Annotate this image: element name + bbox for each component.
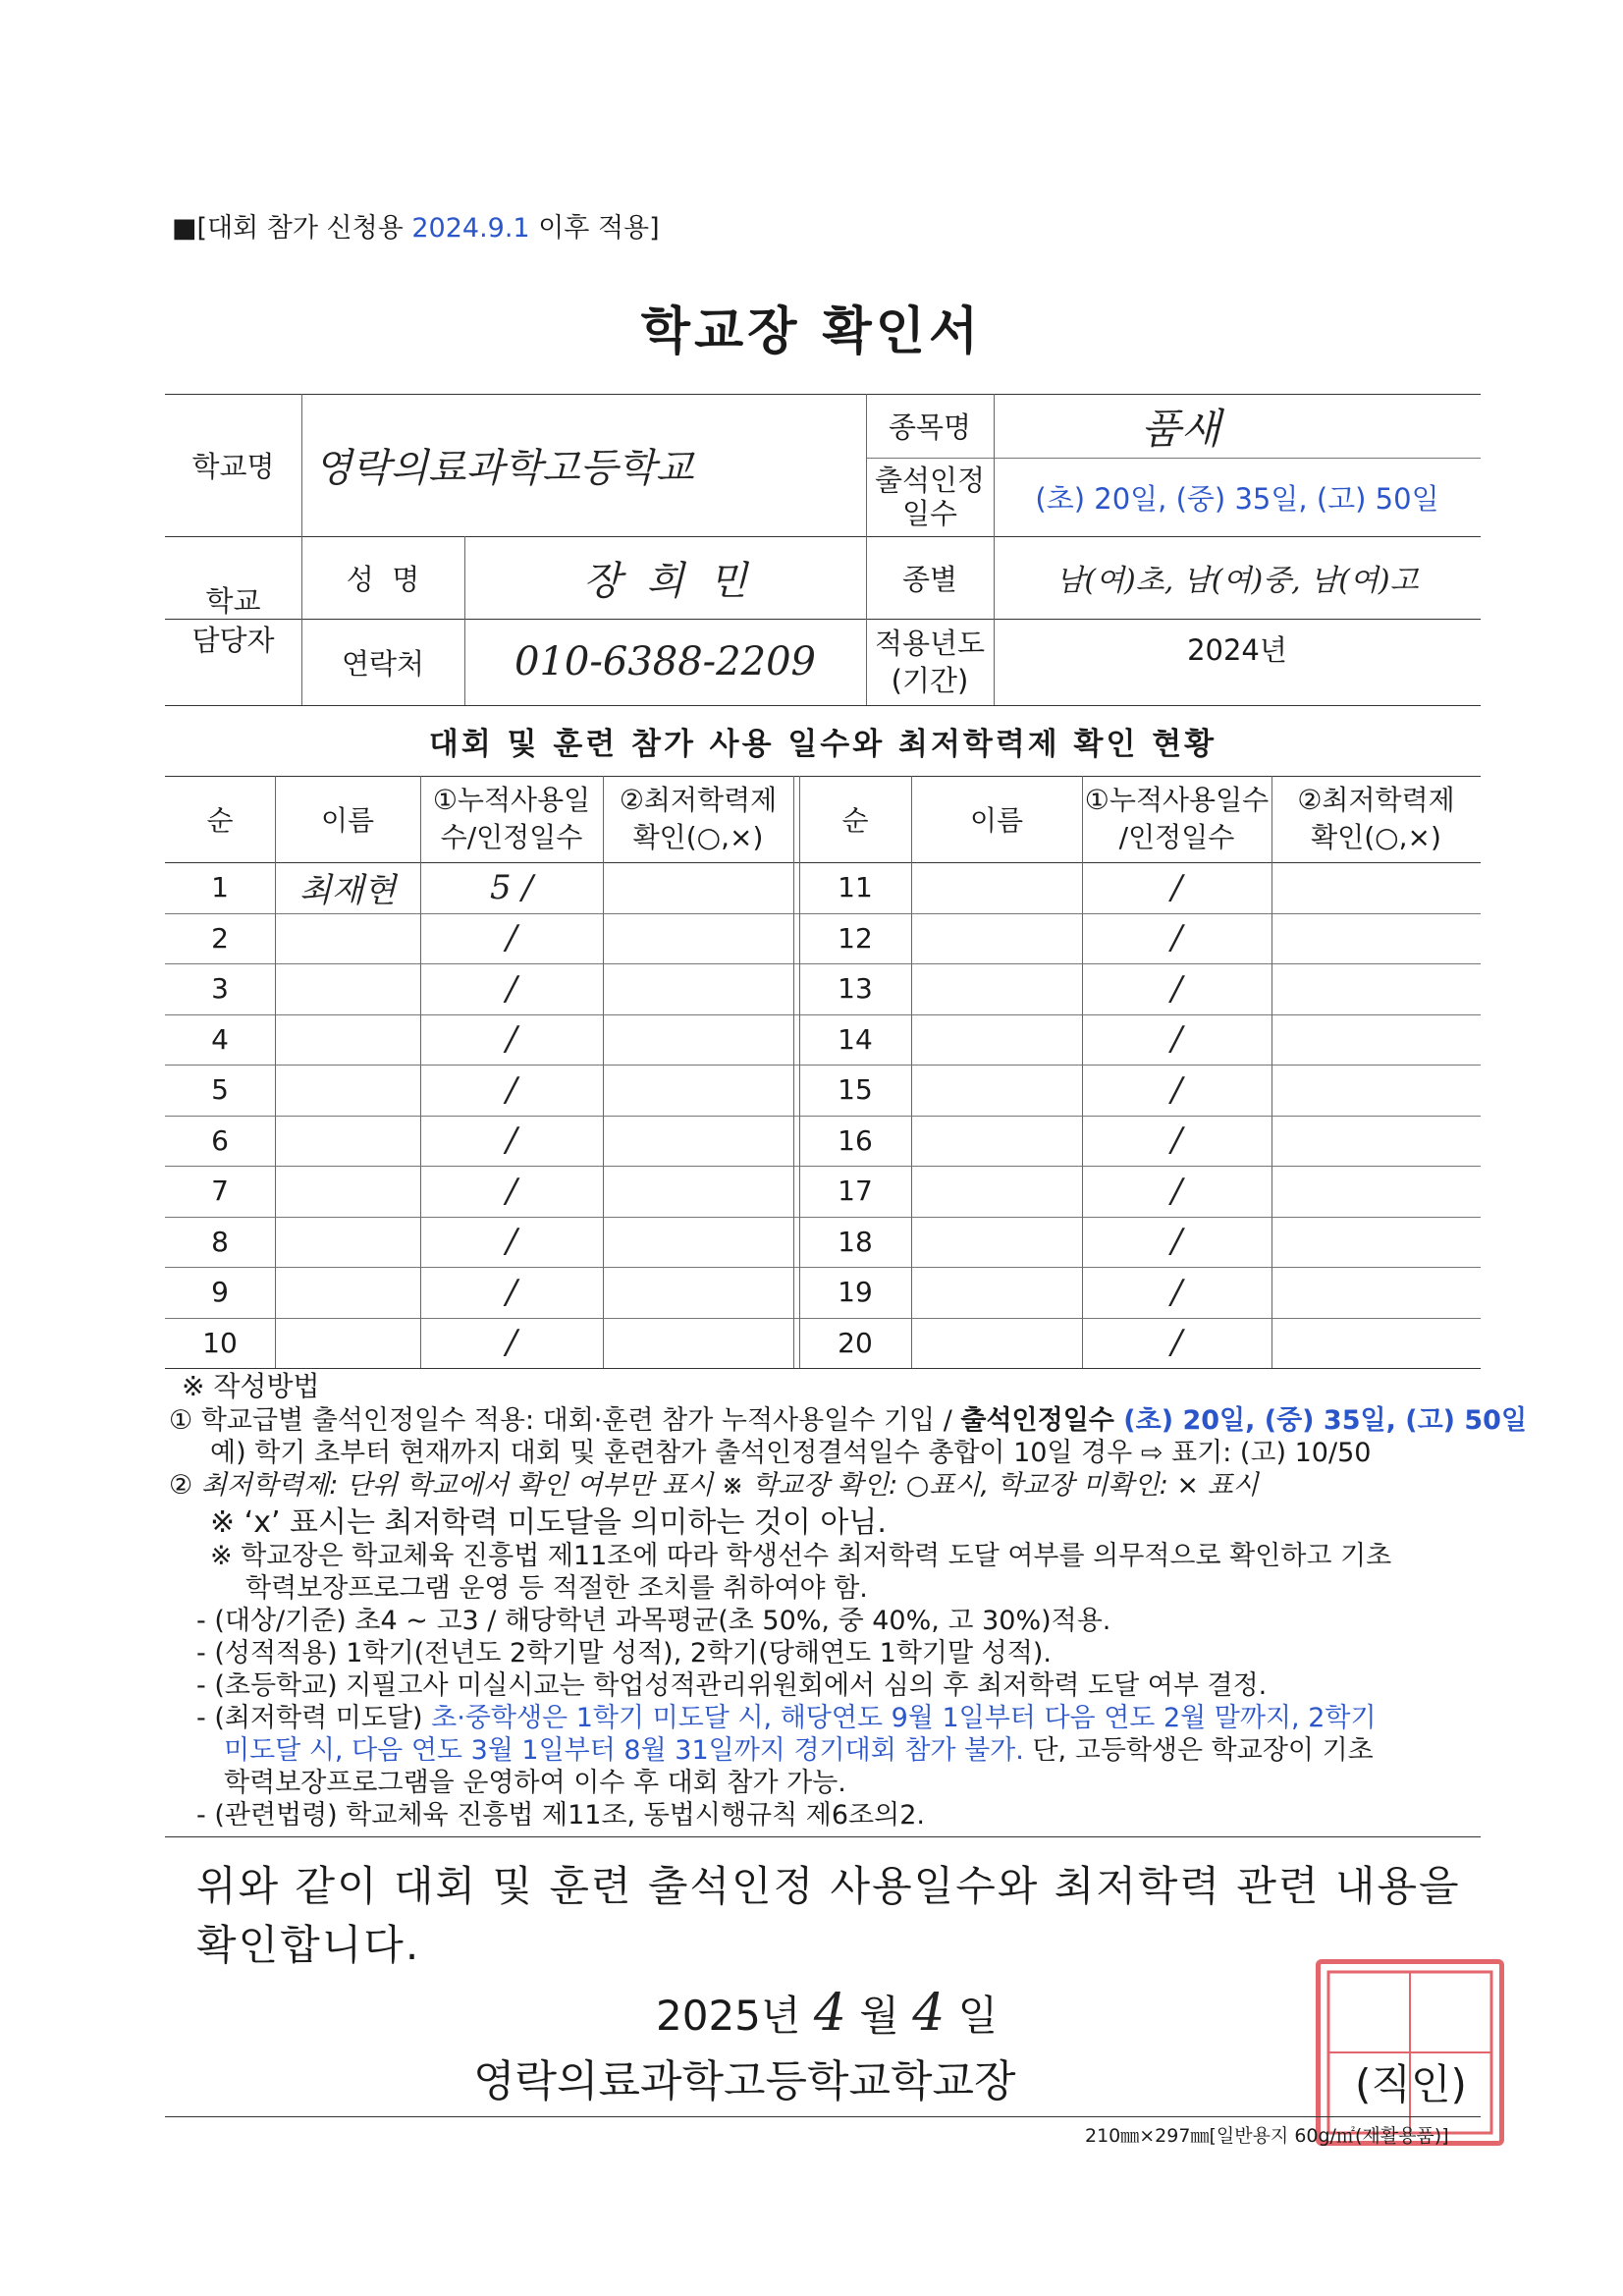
student-name: [911, 1014, 1082, 1066]
name-label: 성 명: [346, 562, 420, 596]
seal-label: (직인): [1355, 2060, 1467, 2108]
confirm-date: 2025년 4 월 4 일: [656, 1984, 999, 2043]
student-name: [911, 963, 1082, 1014]
row-number: 19: [838, 1276, 873, 1309]
days-used: /: [1170, 1019, 1183, 1060]
row-number: 14: [838, 1022, 873, 1056]
note-detail-4: - (최저학력 미도달) 초·중학생은 1학기 미도달 시, 해당연도 9월 1일부터 다음 연도 2월 말까지, 2학기: [196, 1703, 1377, 1733]
col-header-days-left: ①누적사용일 수/인정일수: [432, 784, 591, 853]
row-number: 20: [838, 1326, 873, 1359]
min-academic-check: [1271, 913, 1481, 964]
min-academic-check: [1271, 862, 1481, 913]
days-used: /: [1170, 1171, 1183, 1211]
col-header-name-right: 이름: [969, 804, 1024, 837]
row-number: 9: [211, 1276, 229, 1309]
event-label: 종목명: [888, 410, 972, 444]
note-2-sub-1: ※ ‘x’ 표시는 최저학력 미도달을 의미하는 것이 아님.: [210, 1505, 887, 1540]
days-used: /: [506, 1323, 517, 1363]
min-academic-check: [603, 1217, 793, 1268]
attendance-value: (초) 20일, (중) 35일, (고) 50일: [1035, 481, 1439, 516]
year-label: 적용년도 (기간): [874, 627, 986, 697]
min-academic-check: [603, 1318, 793, 1369]
days-used: /: [506, 1171, 517, 1211]
event-value: 품새: [1141, 404, 1221, 453]
col-header-check-right: ②최저학력제 확인(○,×): [1297, 784, 1455, 853]
header-date: 2024.9.1: [411, 213, 530, 244]
student-name: [275, 1166, 420, 1217]
student-name: [911, 1065, 1082, 1116]
min-academic-check: [603, 963, 793, 1014]
student-name: [911, 862, 1082, 913]
student-name: [275, 1065, 420, 1116]
days-used: /: [1170, 1121, 1183, 1161]
section-title: 대회 및 훈련 참가 사용 일수와 최저학력제 확인 현황: [428, 726, 1217, 762]
row-number: 18: [838, 1225, 873, 1258]
note-1-example: 예) 학기 초부터 현재까지 대회 및 훈련참가 출석인정결석일수 총합이 10일 경우 ⇨ 표기: (고) 10/50: [210, 1438, 1372, 1468]
col-header-no-left: 순: [206, 804, 234, 837]
student-name: [275, 1116, 420, 1167]
student-name: [275, 1318, 420, 1369]
min-academic-check: [1271, 1166, 1481, 1217]
row-number: 17: [838, 1175, 873, 1208]
days-used: /: [1170, 867, 1183, 907]
contact-label: 연락처: [341, 646, 425, 681]
days-used: /: [1170, 918, 1183, 958]
school-label: 학교명: [191, 450, 275, 483]
student-name: [911, 1116, 1082, 1167]
min-academic-check: [1271, 1217, 1481, 1268]
student-name: [275, 913, 420, 964]
row-number: 8: [211, 1225, 229, 1258]
header-bullet: ■: [172, 213, 197, 244]
row-number: 3: [211, 972, 229, 1006]
note-1: ① 학교급별 출석인정일수 적용: 대회·훈련 참가 누적사용일수 기입 / 출석인정일수 (초) 20일, (중) 35일, (고) 50일: [169, 1405, 1528, 1436]
min-academic-check: [1271, 963, 1481, 1014]
col-header-no-right: 순: [841, 804, 869, 837]
days-used: /: [1170, 1069, 1183, 1110]
days-used: /: [506, 1069, 517, 1110]
row-number: 2: [211, 921, 229, 955]
days-used: /: [1170, 1222, 1183, 1262]
days-used: /: [506, 1019, 517, 1060]
notes-heading: ※ 작성방법: [182, 1370, 320, 1402]
student-name: 최재현: [298, 871, 397, 911]
min-academic-check: [603, 1014, 793, 1066]
school-value: 영락의료과학고등학교: [314, 446, 694, 491]
row-number: 6: [211, 1123, 229, 1157]
days-used: /: [506, 1121, 517, 1161]
days-used: /: [1170, 1323, 1183, 1363]
confirm-line-1: 위와 같이 대회 및 훈련 출석인정 사용일수와 최저학력 관련 내용을: [196, 1862, 1461, 1910]
row-number: 1: [211, 871, 229, 904]
days-used: /: [506, 968, 517, 1009]
footer-paper-spec: 210㎜×297㎜[일반용지 60g/㎡(재활용품)]: [1085, 2125, 1449, 2147]
row-number: 12: [838, 921, 873, 955]
row-number: 16: [838, 1123, 873, 1157]
student-name: [911, 1217, 1082, 1268]
min-academic-check: [1271, 1065, 1481, 1116]
form-header: [172, 206, 660, 245]
note-detail-4-end: 학력보장프로그램을 운영하여 이수 후 대회 참가 가능.: [224, 1768, 846, 1798]
student-name: [911, 1267, 1082, 1318]
page-title: 학교장 확인서: [640, 302, 983, 361]
note-2-sub-2a: ※ 학교장은 학교체육 진흥법 제11조에 따라 학생선수 최저학력 도달 여부를 의무적으로 확인하고 기초: [210, 1541, 1392, 1571]
manager-label: 학교 담당자: [191, 584, 275, 657]
min-academic-check: [1271, 1116, 1481, 1167]
row-number: 4: [211, 1022, 229, 1056]
min-academic-check: [603, 913, 793, 964]
row-number: 15: [838, 1073, 873, 1107]
row-number: 11: [838, 871, 873, 904]
days-used: /: [506, 1272, 517, 1312]
name-value: 장 희 민: [583, 558, 747, 604]
days-used: /: [506, 918, 517, 958]
col-header-name-left: 이름: [320, 804, 375, 837]
confirm-school: 영락의료과학고등학교학교장: [473, 2056, 1016, 2106]
note-detail-4-cont: 미도달 시, 다음 연도 3월 1일부터 8월 31일까지 경기대회 참가 불가. 단, 고등학생은 학교장이 기초: [224, 1735, 1374, 1766]
min-academic-check: [603, 862, 793, 913]
col-header-check-left: ②최저학력제 확인(○,×): [619, 784, 778, 853]
student-name: [275, 1267, 420, 1318]
min-academic-check: [603, 1267, 793, 1318]
min-academic-check: [603, 1116, 793, 1167]
min-academic-check: [603, 1065, 793, 1116]
student-name: [911, 1166, 1082, 1217]
year-value: 2024년: [1187, 632, 1287, 667]
days-used: /: [1170, 1272, 1183, 1312]
min-academic-check: [1271, 1014, 1481, 1066]
note-2-sub-2b: 학력보장프로그램 운영 등 적절한 조치를 취하여야 함.: [245, 1573, 868, 1604]
student-name: [275, 1217, 420, 1268]
row-number: 13: [838, 972, 873, 1006]
student-name: [911, 913, 1082, 964]
min-academic-check: [603, 1166, 793, 1217]
days-used: /: [506, 1222, 517, 1262]
min-academic-check: [1271, 1267, 1481, 1318]
min-academic-check: [1271, 1318, 1481, 1369]
student-name: [911, 1318, 1082, 1369]
row-number: 5: [211, 1073, 229, 1107]
note-detail-3: - (초등학교) 지필고사 미실시교는 학업성적관리위원회에서 심의 후 최저학력 도달 여부 결정.: [196, 1670, 1268, 1701]
student-name: [275, 963, 420, 1014]
gender-label: 종별: [901, 562, 958, 596]
row-number: 7: [211, 1175, 229, 1208]
note-2: ② 최저학력제: 단위 학교에서 확인 여부만 표시 ※ 학교장 확인: ○표시, 학교장 미확인: × 표시: [169, 1470, 1259, 1501]
note-detail-5: - (관련법령) 학교체육 진흥법 제11조, 동법시행규칙 제6조의2.: [196, 1800, 925, 1831]
header-suffix: 이후 적용]: [529, 213, 660, 244]
note-detail-1: - (대상/기준) 초4 ~ 고3 / 해당학년 과목평균(초 50%, 중 40%, 고 30%)적용.: [196, 1606, 1111, 1636]
student-name: [275, 1014, 420, 1066]
days-used: /: [1170, 968, 1183, 1009]
attendance-label: 출석인정 일수: [874, 464, 986, 530]
note-detail-2: - (성적적용) 1학기(전년도 2학기말 성적), 2학기(당해연도 1학기말 성적).: [196, 1638, 1052, 1668]
row-number: 10: [202, 1326, 238, 1359]
confirm-line-2: 확인합니다.: [196, 1921, 421, 1969]
contact-value: 010-6388-2209: [514, 639, 816, 684]
col-header-days-right: ①누적사용일수 /인정일수: [1084, 784, 1270, 853]
header-prefix: [대회 참가 신청용: [196, 213, 412, 244]
days-used: 5 /: [490, 867, 533, 907]
gender-value: 남(여)초, 남(여)중, 남(여)고: [1055, 564, 1419, 598]
